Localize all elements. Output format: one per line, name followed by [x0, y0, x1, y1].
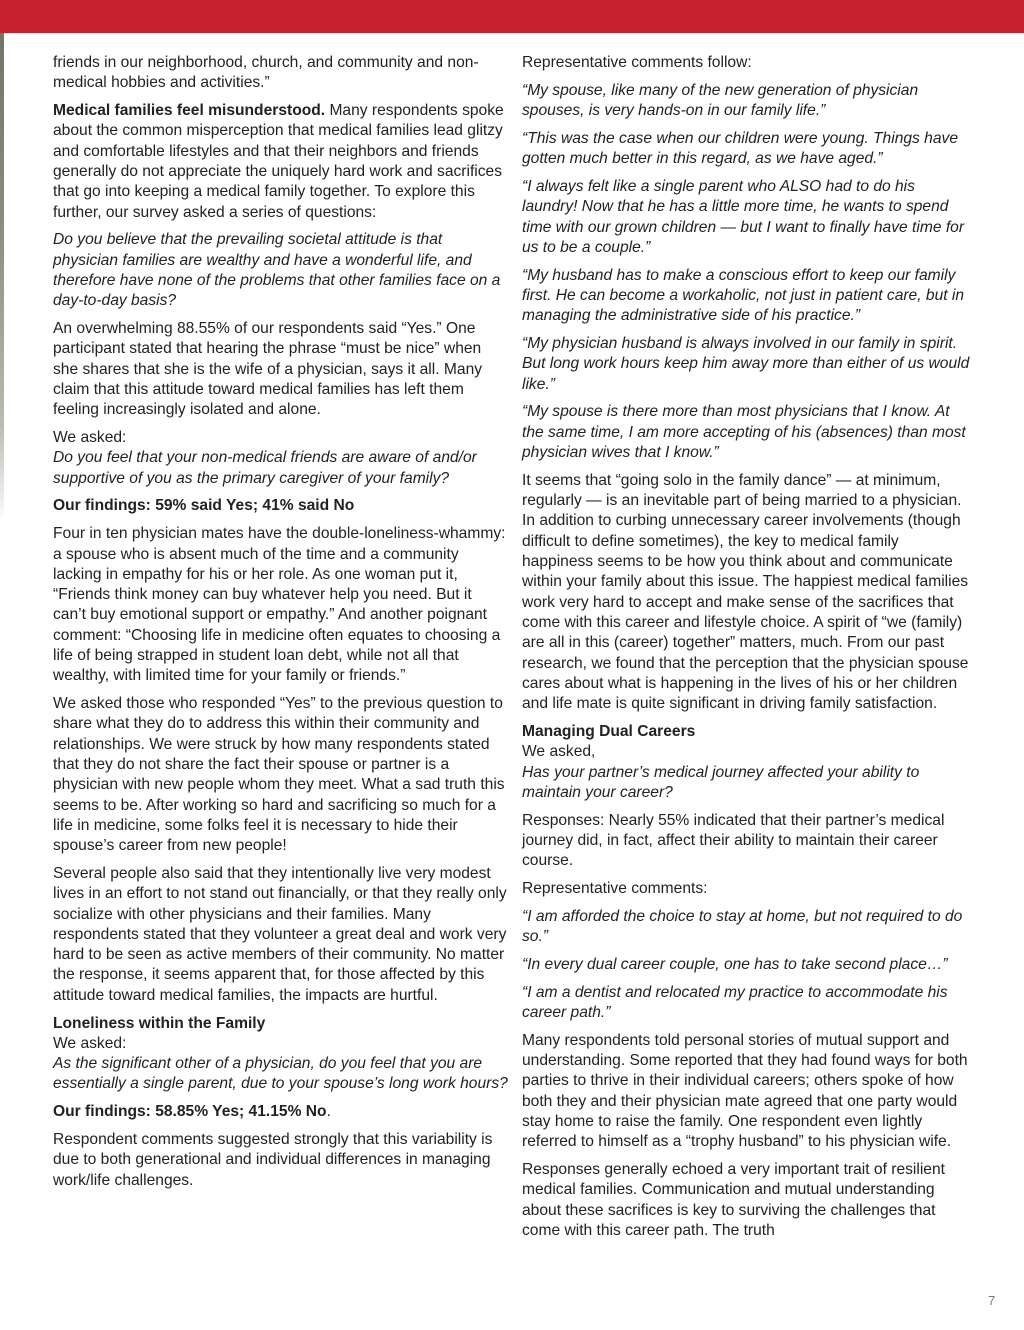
paragraph: Respondent comments suggested strongly that this variability is due to both generational and individual differences in managing work/life challenges.	[53, 1131, 493, 1189]
quote-comment: “I am afforded the choice to stay at home, but not required to do so.”	[522, 907, 963, 946]
quote-comment: “My spouse is there more than most physicians that I know. At the same time, I am more accepting of his (absences) than most physician wives that I know.”	[522, 403, 966, 462]
quote-comment: “I always felt like a single parent who ALSO had to do his laundry! Now that he has a little more time, he wants to spend time with our grown children — but I want to finally have time for us to be a couple.”	[522, 177, 965, 256]
paragraph: Several people also said that they intentionally live very modest lives in an effort to not stand out financially, or that they really only socialize with other physicians and their families. Many respondents stated that they volunteer a great deal and work very hard to be seen as active members of their community. No matter the response, it seems apparent that, for those affected by this attitude toward medical families, the impacts are hurtful.	[53, 864, 507, 1004]
paragraph: An overwhelming 88.55% of our respondents said “Yes.” One participant stated that hearing the phrase “must be nice” when she shares that she is the wife of a physician, says it all. Many claim that this attitude toward medical families has left them feeling increasingly isolated and alone.	[53, 320, 483, 419]
paragraph: Representative comments:	[522, 879, 708, 897]
quote-comment: “This was the case when our children were young. Things have gotten much better in this regard, as we have aged.”	[522, 129, 958, 168]
findings-paragraph	[53, 1102, 508, 1122]
paragraph: Four in ten physician mates have the double-loneliness-whammy: a spouse who is absent much of the time and a community lacking in empathy for his or her role. As one woman put it, “Friends think money can buy whatever help you need. But it can’t buy emotional support or empathy.” And another poignant comment: “Choosing life in medicine often equates to choosing a life of being strapped in student loan debt, while not all that wealthy, with limited time for your family or friends.”	[53, 525, 506, 685]
section-loneliness	[53, 1014, 508, 1055]
paragraph: Responses generally echoed a very important trait of resilient medical families. Communication and mutual understanding about these sacrifices is key to surviving the challenges that come with this career path. The truth	[522, 1161, 945, 1239]
paragraph: Representative comments follow:	[522, 54, 752, 71]
we-asked-label: We asked,	[522, 743, 596, 761]
findings: Our findings: 58.85% Yes; 41.15% No	[53, 1103, 327, 1121]
paragraph: It seems that “going solo in the family dance” — at minimum, regularly — is an inevitable part of being married to a physician. In addition to curbing unnecessary career involvements (though difficult to define sometimes), the key to medical family happiness seems to be how you think about and communicate within your family about this issue. The happiest medical families work very hard to accept and make sense of the sacrifices that come with this career and lifestyle choice. A spirit of “we (family) are all in this (career) together” matters, much. From our past research, we found that the perception that the physician spouse cares about what is happening in the lives of his or her children and life mate is quite significant in driving family satisfaction.	[522, 471, 969, 713]
paragraph-misunderstood	[53, 101, 508, 223]
paragraph: Many respondents told personal stories of mutual support and understanding. Some reported that they had found ways for both parties to thrive in their individual careers; others spoke of how both they and their physician mate agreed that one party would stay home to raise the family. One respondent even lightly referred to himself as a “trophy husband” to his physician wife.	[522, 1031, 968, 1151]
quote-comment: “I am a dentist and relocated my practice to accommodate his career path.”	[522, 983, 948, 1021]
survey-question: Has your partner’s medical journey affected your ability to maintain your career?	[522, 763, 920, 801]
quote-comment: “In every dual career couple, one has to take second place…”	[522, 955, 948, 973]
section-dual-careers	[522, 722, 974, 763]
quote-comment: “My spouse, like many of the new generation of physician spouses, is very hands-on in our family life.”	[522, 81, 919, 120]
left-column	[53, 53, 508, 1198]
survey-question: As the significant other of a physician, do you feel that you are essentially a single parent, due to your spouse’s long work hours?	[53, 1055, 508, 1093]
left-edge-photo-strip	[0, 33, 4, 523]
findings-end: .	[326, 1103, 331, 1121]
quote-comment: “My husband has to make a conscious effort to keep our family first. He can become a workaholic, not just in patient care, but in managing the administrative side of his practice.”	[522, 266, 965, 325]
section-heading: Loneliness within the Family	[53, 1014, 266, 1032]
quote-comment: “My physician husband is always involved in our family in spirit. But long work hours keep him away more than either of us would like.”	[522, 335, 970, 393]
paragraph: Responses: Nearly 55% indicated that their partner’s medical journey did, in fact, affect their ability to maintain their career course.	[522, 811, 945, 870]
paragraph: We asked those who responded “Yes” to the previous question to share what they do to address this within their community and relationships. We were struck by how many respondents stated that they do not share the fact their spouse or partner is a physician with new people whom they meet. What a sad truth this seems to be. After working so hard and sacrificing so much for a life in medicine, some folks feel it is necessary to hide their spouse’s career from new people!	[53, 695, 505, 855]
section-heading: Managing Dual Careers	[522, 722, 696, 740]
we-asked-label: We asked:	[53, 1034, 127, 1052]
survey-question: Do you feel that your non-medical friends are aware of and/or supportive of you as the primary caregiver of your family?	[53, 449, 477, 487]
we-asked-label: We asked:	[53, 429, 127, 447]
right-column	[522, 53, 974, 1241]
survey-question: Do you believe that the prevailing societal attitude is that physician families are wealthy and have a wonderful life, and therefore have none of the problems that other families face on a day-to-day basis?	[53, 231, 501, 310]
paragraph-text: Many respondents spoke about the common misperception that medical families lead glitzy and comfortable lifestyles and that their neighbors and friends generally do not appreciate the uniquely hard work and sacrifices that go into keeping a medical family together. To explore this further, our survey asked a series of questions:	[53, 102, 504, 221]
paragraph: friends in our neighborhood, church, and community and non-medical hobbies and activities.”	[53, 54, 479, 92]
page-number: 7	[988, 1293, 996, 1308]
top-header-bar	[0, 0, 1024, 33]
lead-in-bold: Medical families feel misunderstood.	[53, 102, 326, 120]
findings: Our findings: 59% said Yes; 41% said No	[53, 497, 355, 515]
